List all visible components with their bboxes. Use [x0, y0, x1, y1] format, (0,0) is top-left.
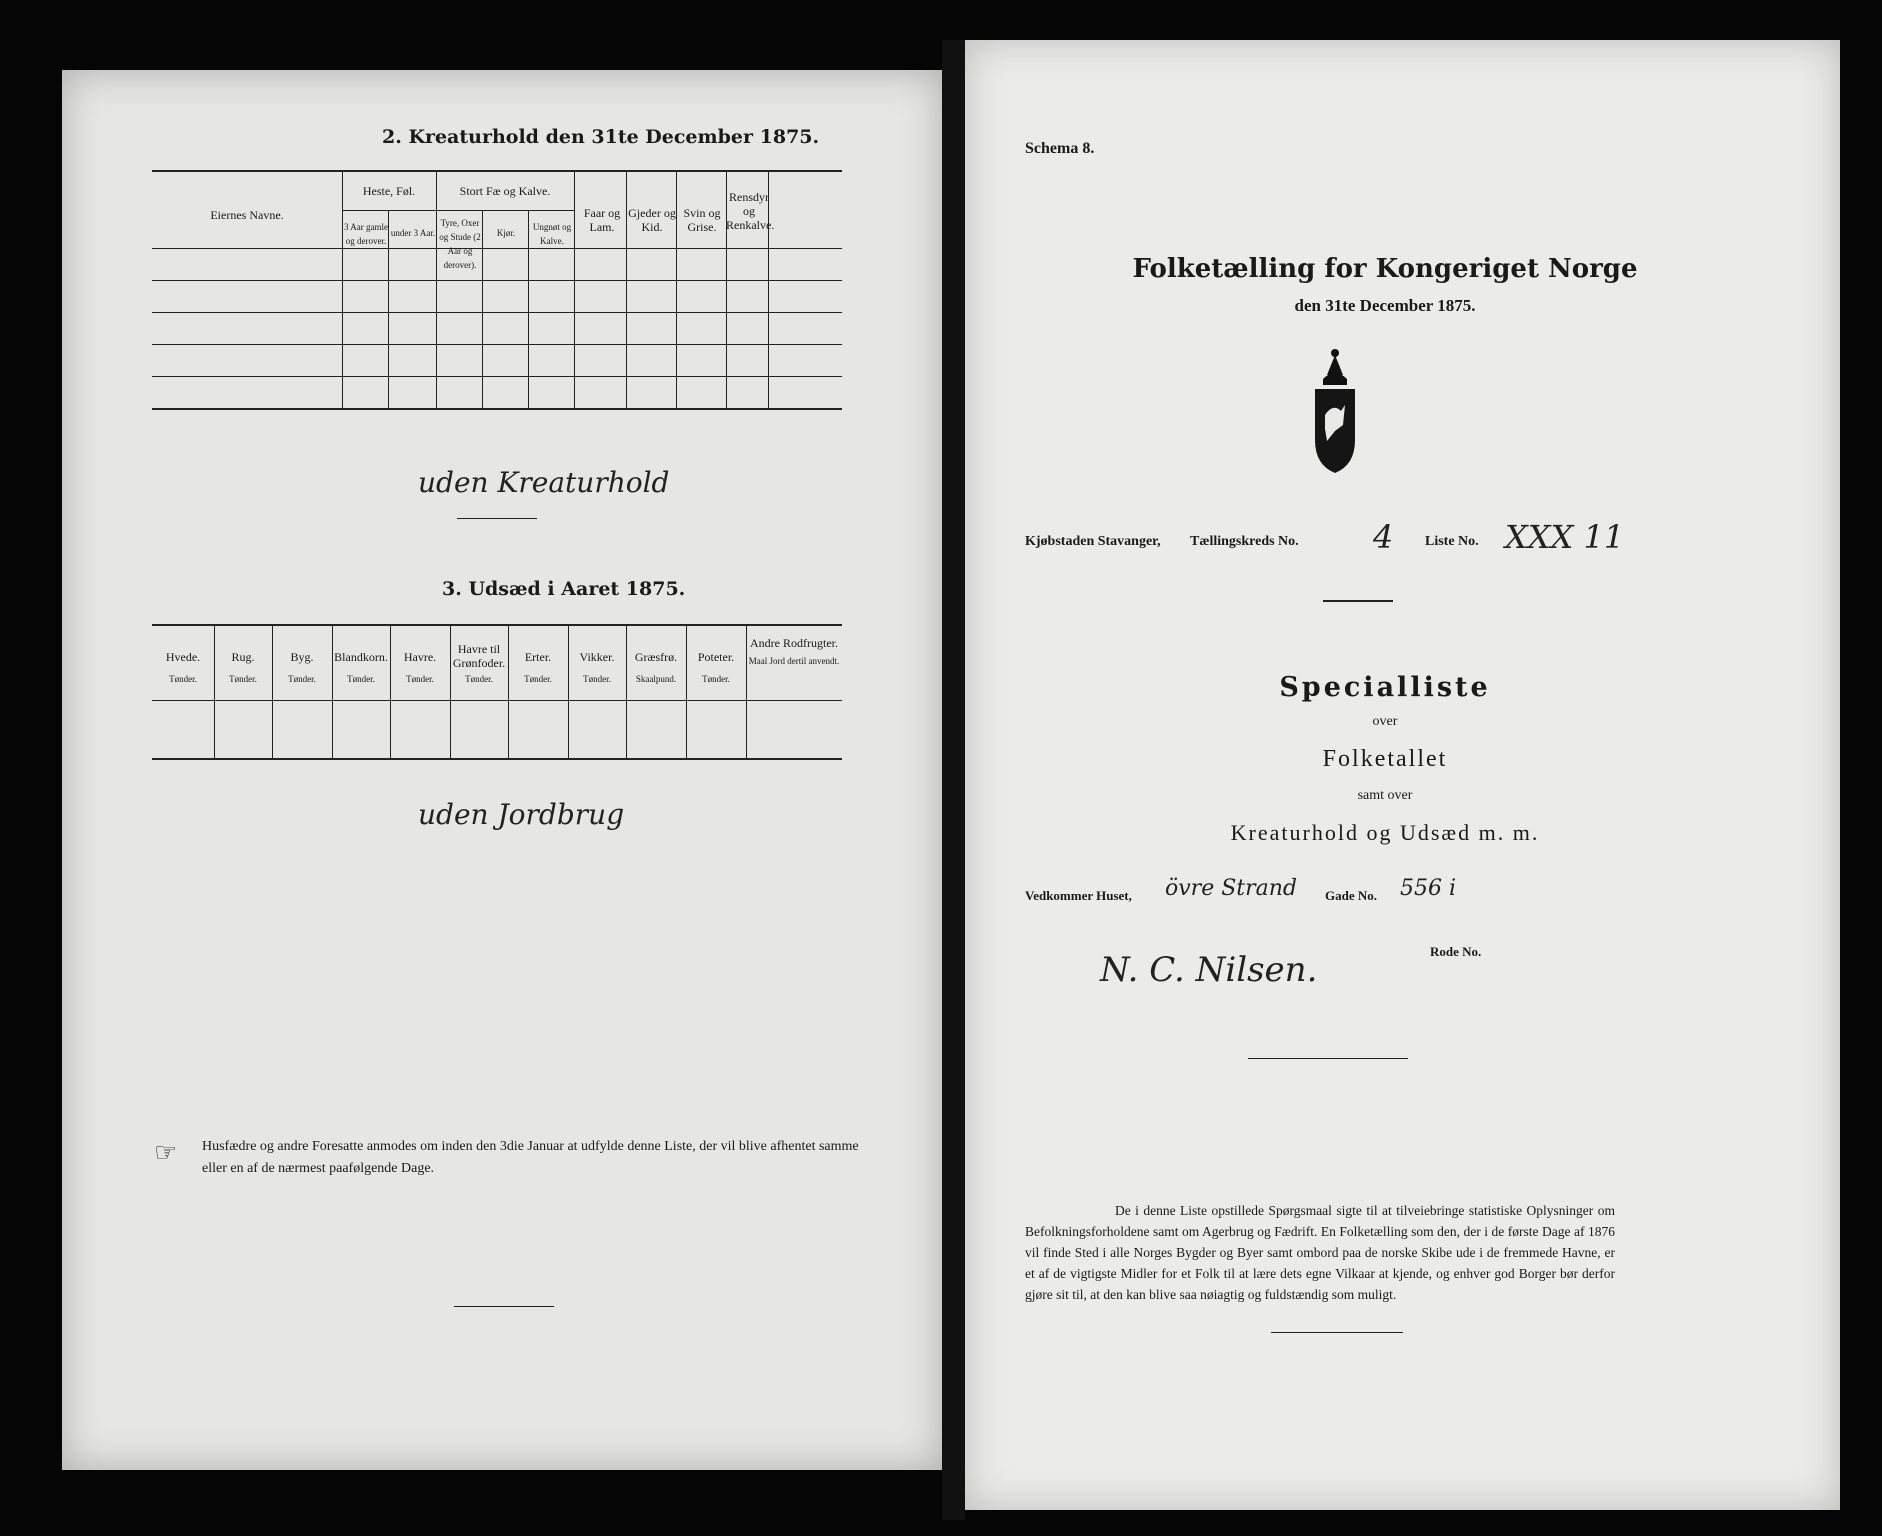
main-title: Folketælling for Kongeriget Norge	[1132, 254, 1638, 284]
table3-col-rule	[390, 624, 391, 758]
divider	[1271, 1332, 1403, 1333]
table2-col-rule	[626, 170, 627, 408]
section3-handwritten-note: uden Jordbrug	[418, 798, 625, 831]
owner-header: Eiernes Navne.	[210, 208, 284, 222]
table2-subheader-rule	[342, 210, 574, 211]
over-text: over	[1372, 714, 1398, 729]
table2-top-rule	[152, 170, 842, 172]
counting-district-label: Tællingskreds No.	[1190, 534, 1299, 549]
special-list-title: Specialliste	[1279, 672, 1491, 703]
table2-col-rule	[436, 170, 437, 408]
schema-label: Schema 8.	[1025, 140, 1095, 157]
divider	[1248, 1058, 1408, 1059]
crop-header-vetch: Vikker. Tønder.	[579, 650, 615, 684]
table2-col-rule	[482, 210, 483, 408]
crop-header-green-fodder: Havre til Grønfoder. Tønder.	[452, 642, 506, 684]
pigs-header: Svin og Grise.	[683, 206, 721, 234]
notice-text: Husfædre og andre Foresatte anmodes om inden den 3die Januar at udfylde denne Liste, der vil blive afhentet samme eller en af de nærmest paafølgende Dage.	[202, 1139, 859, 1176]
norway-coat-of-arms-icon	[1305, 345, 1365, 475]
table2-col-rule	[388, 210, 389, 408]
house-label: Vedkommer Huset,	[1025, 888, 1132, 903]
left-page	[62, 70, 942, 1470]
table3-bottom-rule	[152, 758, 842, 760]
reindeer-header: Rensdyr og Renkalve.	[726, 190, 775, 232]
table3-col-rule	[508, 624, 509, 758]
explanatory-paragraph: De i denne Liste opstillede Spørgsmaal sigte til at tilveiebringe statistiske Oplysninger om Befolkningsforholdene samt om Agerbrug og Fædrift. En Folketælling som den, der i de første Dage af 1876 vil finde Sted i alle Norges Bygder og Byer samt ombord paa de norske Skibe ude i de fremmede Havne, er et af de vigtigste Midler for et Folk til at lære dets egne Vilkaar at kjende, og enhver god Borger bør derfor gjøre sit til, at den kan blive saa nøiagtig og fuldstændig som muligt.	[1025, 1203, 1615, 1302]
district-label: Kjøbstaden Stavanger,	[1025, 534, 1161, 549]
cattle-header: Stort Fæ og Kalve.	[459, 184, 551, 198]
cattle-sub2-header: Kjør.	[496, 228, 516, 238]
population-heading: Folketallet	[1322, 746, 1448, 772]
table3-col-rule	[332, 624, 333, 758]
table3-top-rule	[152, 624, 842, 626]
section2-handwritten-note: uden Kreaturhold	[418, 466, 670, 499]
cattle-sub3-header: Ungnøt og Kalve.	[532, 222, 572, 246]
crop-header-other-roots: Andre Rodfrugter. Maal Jord dertil anvendt.	[748, 636, 840, 666]
section3-title: 3. Udsæd i Aaret 1875.	[442, 578, 686, 600]
table2-row-rule	[152, 312, 842, 313]
table3-col-rule	[272, 624, 273, 758]
livestock-heading: Kreaturhold og Udsæd m. m.	[1230, 820, 1540, 845]
table3-col-rule	[686, 624, 687, 758]
book-spine	[942, 40, 965, 1520]
pointing-hand-icon: ☞	[154, 1138, 178, 1167]
table2-col-rule	[676, 170, 677, 408]
crop-header-barley: Byg. Tønder.	[288, 650, 316, 684]
street-number-label: Gade No.	[1325, 888, 1377, 903]
cattle-sub1-header: Tyre, Oxer og Stude (2 Aar og derover).	[439, 218, 481, 270]
divider	[1323, 600, 1393, 602]
table3-col-rule	[626, 624, 627, 758]
goats-header: Gjeder og Kid.	[628, 206, 676, 234]
sheep-header: Faar og Lam.	[583, 206, 621, 234]
table3-col-rule	[568, 624, 569, 758]
street-number-value: 556 i	[1400, 876, 1457, 901]
samt-over-text: samt over	[1357, 788, 1413, 803]
table2-row-rule	[152, 376, 842, 377]
horses-sub1-header: 3 Aar gamle og derover.	[344, 222, 388, 246]
table2-col-rule	[342, 170, 343, 408]
table2-row-rule	[152, 344, 842, 345]
crop-header-rye: Rug. Tønder.	[229, 650, 257, 684]
horses-sub2-header: under 3 Aar.	[390, 228, 436, 238]
table2-header-rule	[152, 248, 842, 249]
crop-header-wheat: Hvede. Tønder.	[165, 650, 201, 684]
list-number-value: XXX 11	[1505, 518, 1625, 556]
table2-row-rule	[152, 280, 842, 281]
divider	[457, 518, 537, 519]
divider	[454, 1306, 554, 1307]
crop-header-grass-seed: Græsfrø. Skaalpund.	[634, 650, 678, 684]
rode-number-label: Rode No.	[1430, 944, 1482, 959]
table2-col-rule	[528, 210, 529, 408]
list-number-label: Liste No.	[1425, 534, 1479, 549]
counting-district-value: 4	[1373, 518, 1394, 556]
horses-header: Heste, Føl.	[362, 184, 416, 198]
crop-header-oats: Havre. Tønder.	[403, 650, 437, 684]
owner-name-value: N. C. Nilsen.	[1100, 950, 1318, 990]
census-date: den 31te December 1875.	[1294, 296, 1476, 315]
table3-col-rule	[214, 624, 215, 758]
crop-header-peas: Erter. Tønder.	[524, 650, 552, 684]
table3-header-rule	[152, 700, 842, 701]
crop-header-mixed-grain: Blandkorn. Tønder.	[334, 650, 388, 684]
table2-col-rule	[574, 170, 575, 408]
right-page	[965, 40, 1840, 1510]
table2-bottom-rule	[152, 408, 842, 410]
crop-header-potatoes: Poteter. Tønder.	[697, 650, 735, 684]
section2-title: 2. Kreaturhold den 31te December 1875.	[382, 126, 820, 148]
street-value: övre Strand	[1165, 876, 1297, 901]
